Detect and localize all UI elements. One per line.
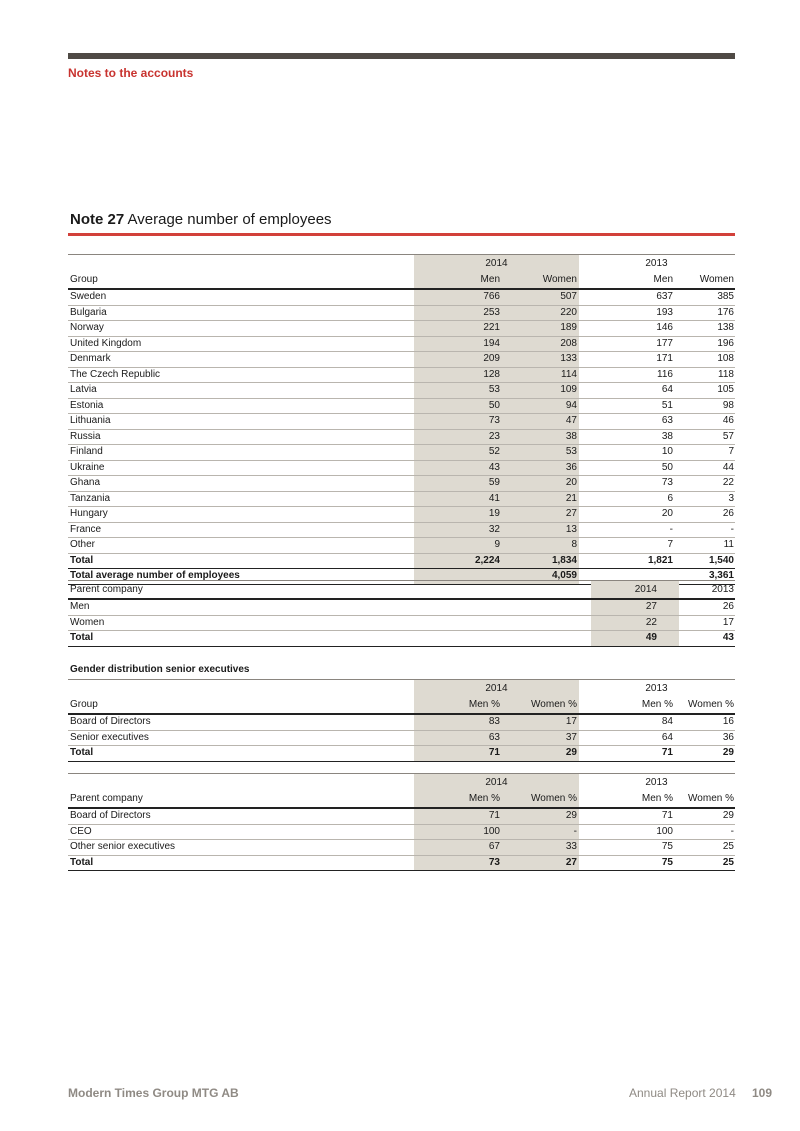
table-row [68, 476, 735, 492]
value-cell: Women [542, 274, 577, 285]
value-cell: - [730, 825, 734, 837]
value-cell: Women % [688, 793, 734, 804]
row-label: Ukraine [70, 461, 105, 473]
value-cell: 22 [645, 616, 657, 628]
value-cell: 6 [667, 492, 673, 504]
value-cell: 20 [565, 477, 577, 488]
value-cell: 53 [565, 446, 577, 457]
shade-2014 [591, 616, 679, 631]
year-label: 2014 [485, 258, 508, 269]
value-cell: 22 [722, 477, 734, 488]
total-row [68, 746, 735, 762]
value-cell: 19 [488, 508, 500, 519]
row-label: Senior executives [70, 731, 149, 743]
table-row [68, 461, 735, 477]
value-cell: 37 [565, 731, 577, 743]
value-cell: 25 [722, 841, 734, 852]
value-cell: 27 [565, 508, 577, 519]
total-row [68, 631, 735, 647]
row-label: Latvia [70, 384, 97, 395]
footer-report: Annual Report 2014 [629, 1086, 736, 1100]
value-cell: 2013 [711, 584, 734, 595]
table-row [68, 306, 735, 322]
value-cell: 7 [728, 446, 734, 457]
value-cell: 46 [722, 415, 734, 426]
row-label: Board of Directors [70, 716, 151, 727]
row-label: Group [70, 274, 98, 285]
table-row [68, 352, 735, 368]
value-cell: 17 [722, 616, 734, 628]
value-cell: 63 [488, 731, 500, 743]
column-header-row [68, 697, 735, 715]
table-row [68, 414, 735, 430]
value-cell: 29 [722, 810, 734, 821]
value-cell: 1,834 [551, 554, 577, 566]
value-cell: 108 [717, 353, 734, 364]
table-row [68, 492, 735, 508]
value-cell: 43 [722, 632, 734, 643]
parent-employees-table [68, 580, 735, 647]
table-row [68, 523, 735, 539]
row-label: Total [70, 554, 94, 566]
row-label: France [70, 523, 102, 535]
table-row [68, 383, 735, 399]
table-row [68, 430, 735, 446]
value-cell: 36 [565, 461, 577, 473]
value-cell: 13 [565, 523, 577, 535]
value-cell: 73 [488, 415, 500, 426]
value-cell: 29 [565, 810, 577, 821]
value-cell: 193 [656, 306, 673, 318]
value-cell: 138 [717, 322, 734, 333]
value-cell: 10 [661, 446, 673, 457]
value-cell: 171 [656, 353, 673, 364]
value-cell: 50 [488, 399, 500, 411]
value-cell: 71 [488, 747, 500, 758]
row-label: Hungary [70, 508, 108, 519]
value-cell: 21 [565, 492, 577, 504]
table-row [68, 290, 735, 306]
gender-heading: Gender distribution senior executives [70, 664, 250, 675]
section-label: Notes to the accounts [68, 66, 194, 80]
total-row [68, 554, 735, 570]
value-cell: 4,059 [551, 570, 577, 581]
value-cell: 221 [483, 322, 500, 333]
row-label: Board of Directors [70, 810, 151, 821]
row-label: Russia [70, 430, 101, 442]
value-cell: 177 [656, 337, 673, 349]
row-label: Tanzania [70, 492, 111, 504]
value-cell: 51 [661, 399, 673, 411]
value-cell: 44 [722, 461, 734, 473]
table-row [68, 825, 735, 841]
value-cell: Women [699, 274, 734, 285]
value-cell: 11 [723, 539, 734, 550]
value-cell: 133 [560, 353, 577, 364]
year-label: 2013 [645, 258, 668, 269]
value-cell: 109 [560, 384, 577, 395]
row-label: Other [70, 539, 96, 550]
value-cell: 73 [661, 477, 673, 488]
value-cell: 189 [560, 322, 577, 333]
value-cell: 29 [565, 747, 577, 758]
value-cell: 105 [717, 384, 734, 395]
table-row [68, 538, 735, 554]
value-cell: 100 [656, 825, 673, 837]
note-title [70, 211, 332, 228]
table-row [68, 616, 735, 632]
value-cell: 253 [483, 306, 500, 318]
value-cell: 3,361 [708, 570, 734, 581]
value-cell: 3 [728, 492, 734, 504]
value-cell: 41 [488, 492, 500, 504]
value-cell: 114 [561, 368, 577, 380]
value-cell: 27 [645, 601, 657, 612]
row-label: Total [70, 856, 94, 868]
value-cell: 20 [661, 508, 673, 519]
value-cell: 57 [722, 430, 734, 442]
row-label: United Kingdom [70, 337, 142, 349]
row-label: Total [70, 632, 94, 643]
value-cell: 71 [488, 810, 500, 821]
row-label: Parent company [70, 793, 143, 804]
value-cell: 176 [717, 306, 734, 318]
row-label: Finland [70, 446, 103, 457]
value-cell: 9 [494, 539, 500, 550]
table-row [68, 600, 735, 616]
value-cell: 84 [661, 716, 673, 727]
row-label: The Czech Republic [70, 368, 161, 380]
value-cell: 26 [722, 508, 734, 519]
table-row [68, 715, 735, 731]
column-header-row [68, 580, 735, 600]
value-cell: 25 [722, 856, 734, 868]
table-row [68, 507, 735, 523]
value-cell: 38 [661, 430, 673, 442]
table-row [68, 337, 735, 353]
column-header-row [68, 791, 735, 809]
table-row [68, 731, 735, 747]
value-cell: 194 [483, 337, 500, 349]
year-label: 2014 [485, 777, 508, 788]
value-cell: - [573, 825, 577, 837]
value-cell: 1,540 [708, 554, 734, 566]
value-cell: 94 [565, 399, 577, 411]
value-cell: 49 [645, 632, 657, 643]
table-row [68, 840, 735, 856]
value-cell: - [669, 523, 673, 535]
year-header-row [68, 254, 735, 272]
value-cell: 7 [667, 539, 673, 550]
gender-parent-table [68, 773, 735, 871]
value-cell: 26 [722, 601, 734, 612]
value-cell: 385 [717, 291, 734, 302]
footer-company: Modern Times Group MTG AB [68, 1086, 239, 1100]
value-cell: 8 [571, 539, 577, 550]
total-row [68, 856, 735, 872]
row-label: Other senior executives [70, 841, 176, 852]
value-cell: 766 [483, 291, 500, 302]
page-number: 109 [752, 1086, 773, 1100]
value-cell: 23 [488, 430, 500, 442]
value-cell: 75 [661, 856, 673, 868]
table-row [68, 321, 735, 337]
value-cell: Men % [641, 793, 673, 804]
value-cell: 71 [661, 810, 673, 821]
value-cell: 27 [565, 856, 577, 868]
year-header-row [68, 679, 735, 697]
value-cell: 53 [488, 384, 500, 395]
year-header-row [68, 773, 735, 791]
row-label: Women [70, 616, 105, 628]
column-header-row [68, 272, 735, 290]
value-cell: 43 [488, 461, 500, 473]
row-label: Lithuania [70, 415, 111, 426]
row-label: Parent company [70, 584, 143, 595]
value-cell: 67 [488, 841, 500, 852]
row-label: Total [70, 747, 94, 758]
year-label: 2014 [485, 683, 508, 694]
value-cell: 118 [718, 368, 734, 380]
table-row [68, 809, 735, 825]
table-row [68, 445, 735, 461]
value-cell: 38 [565, 430, 577, 442]
shade-2014 [591, 600, 679, 615]
row-label: Ghana [70, 477, 101, 488]
value-cell: 83 [488, 716, 500, 727]
value-cell: Men % [468, 793, 500, 804]
row-label: Bulgaria [70, 306, 107, 318]
row-label: Total average number of employees [70, 570, 240, 581]
value-cell: 59 [488, 477, 500, 488]
year-label: 2013 [645, 683, 668, 694]
row-label: Estonia [70, 399, 104, 411]
value-cell: 100 [483, 825, 500, 837]
row-label: CEO [70, 825, 92, 837]
value-cell: Men [653, 274, 673, 285]
value-cell: 73 [488, 856, 500, 868]
shade-2014 [591, 631, 679, 646]
value-cell: 52 [488, 446, 500, 457]
value-cell: 209 [483, 353, 500, 364]
value-cell: Men [480, 274, 500, 285]
value-cell: 98 [722, 399, 734, 411]
value-cell: 507 [560, 291, 577, 302]
title-rule [68, 233, 735, 236]
value-cell: 2014 [634, 584, 657, 595]
value-cell: 2,224 [474, 554, 500, 566]
value-cell: Men % [641, 699, 673, 710]
value-cell: 208 [560, 337, 577, 349]
value-cell: Women % [531, 793, 577, 804]
value-cell: 220 [560, 306, 577, 318]
value-cell: 116 [657, 368, 673, 380]
value-cell: 128 [483, 368, 500, 380]
row-label: Norway [70, 322, 104, 333]
value-cell: 29 [722, 747, 734, 758]
value-cell: 50 [661, 461, 673, 473]
row-label: Men [70, 601, 90, 612]
gender-group-table [68, 679, 735, 762]
value-cell: 36 [722, 731, 734, 743]
value-cell: 75 [661, 841, 673, 852]
value-cell: 63 [661, 415, 673, 426]
value-cell: 33 [565, 841, 577, 852]
value-cell: 17 [565, 716, 577, 727]
value-cell: 71 [661, 747, 673, 758]
value-cell: 64 [661, 384, 673, 395]
value-cell: Men % [468, 699, 500, 710]
value-cell: 47 [565, 415, 577, 426]
note-title-text: Average number of employees [127, 211, 332, 228]
year-label: 2013 [645, 777, 668, 788]
value-cell: Women % [531, 699, 577, 710]
value-cell: 146 [656, 322, 673, 333]
value-cell: - [730, 523, 734, 535]
value-cell: 64 [661, 731, 673, 743]
value-cell: 32 [488, 523, 500, 535]
value-cell: Women % [688, 699, 734, 710]
table-row [68, 368, 735, 384]
value-cell: 637 [656, 291, 673, 302]
value-cell: 1,821 [647, 554, 673, 566]
group-employees-table [68, 254, 735, 585]
table-row [68, 399, 735, 415]
value-cell: 16 [722, 716, 734, 727]
note-number: Note 27 [70, 211, 125, 228]
top-rule [68, 53, 735, 59]
row-label: Group [70, 699, 98, 710]
value-cell: 196 [717, 337, 734, 349]
row-label: Denmark [70, 353, 111, 364]
row-label: Sweden [70, 291, 107, 302]
